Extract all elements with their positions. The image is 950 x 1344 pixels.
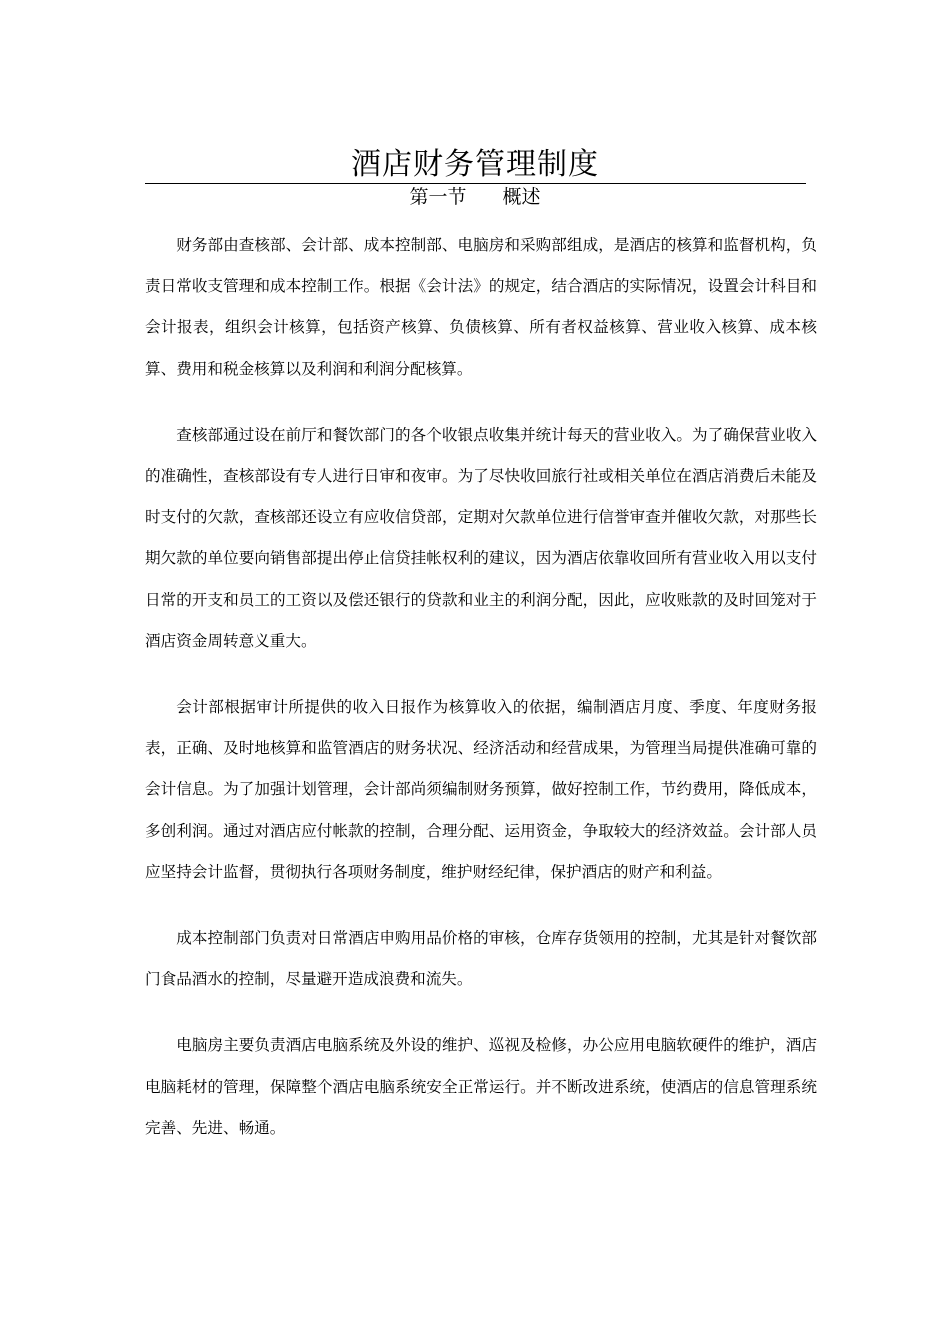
document-title: 酒店财务管理制度 xyxy=(351,147,599,182)
section-name: 概述 xyxy=(502,186,541,208)
paragraph-cost-control: 成本控制部门负责对日常酒店申购用品价格的审核，仓库存货领用的控制，尤其是针对餐饮部门食品酒水的控制，尽量避开造成浪费和流失。 xyxy=(145,929,817,989)
paragraph-overview: 财务部由查核部、会计部、成本控制部、电脑房和采购部组成，是酒店的核算和监督机构，负责日常收支管理和成本控制工作。根据《会计法》的规定，结合酒店的实际情况，设置会计科目和会计报表，组织会计核算，包括资产核算、负债核算、所有者权益核算、营业收入核算、成本核算、费用和税金核算以及利润和利润分配核算。 xyxy=(145,236,817,378)
section-number: 第一节 xyxy=(409,186,467,208)
paragraph-accounting-department: 会计部根据审计所提供的收入日报作为核算收入的依据，编制酒店月度、季度、年度财务报表，正确、及时地核算和监管酒店的财务状况、经济活动和经营成果，为管理当局提供准确可靠的会计信息。为了加强计划管理，会计部尚须编制财务预算，做好控制工作，节约费用，降低成本，多创利润。通过对酒店应付帐款的控制，合理分配、运用资金，争取较大的经济效益。会计部人员应坚持会计监督，贯彻执行各项财务制度，维护财经纪律，保护酒店的财产和利益。 xyxy=(145,698,817,881)
section-heading xyxy=(145,184,805,210)
paragraph-computer-room: 电脑房主要负责酒店电脑系统及外设的维护、巡视及检修，办公应用电脑软硬件的维护，酒店电脑耗材的管理，保障整个酒店电脑系统安全正常运行。并不断改进系统，使酒店的信息管理系统完善、先进、畅通。 xyxy=(145,1036,817,1137)
document-body xyxy=(145,225,817,1174)
paragraph-audit-department: 查核部通过设在前厅和餐饮部门的各个收银点收集并统计每天的营业收入。为了确保营业收入的准确性，查核部设有专人进行日审和夜审。为了尽快收回旅行社或相关单位在酒店消费后未能及时支付的欠款，查核部还设立有应收信贷部，定期对欠款单位进行信誉审查并催收欠款，对那些长期欠款的单位要向销售部提出停止信贷挂帐权利的建议，因为酒店依靠收回所有营业收入用以支付日常的开支和员工的工资以及偿还银行的贷款和业主的利润分配，因此，应收账款的及时回笼对于酒店资金周转意义重大。 xyxy=(145,425,817,650)
